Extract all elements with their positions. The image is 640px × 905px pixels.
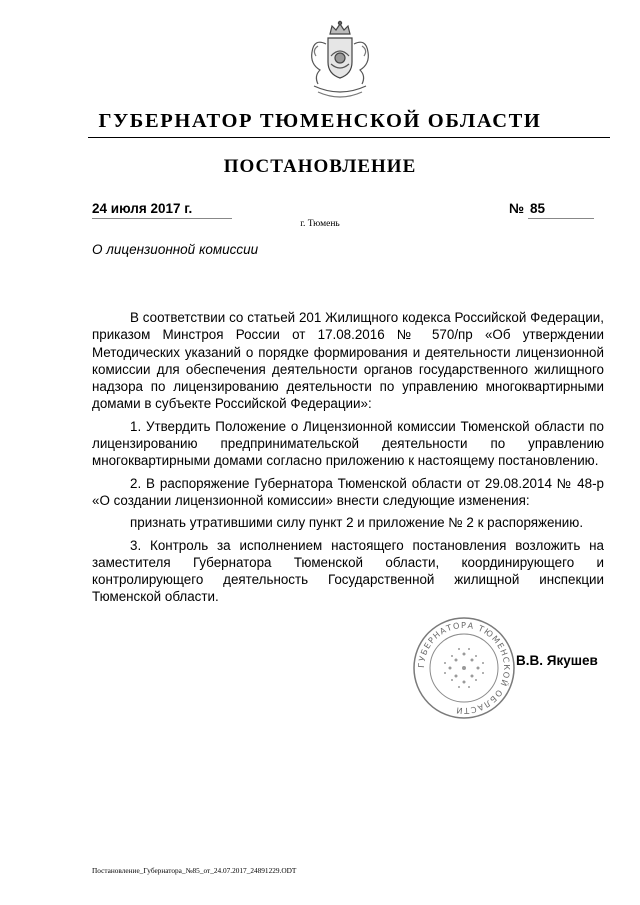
document-date: 24 июля 2017 г. <box>92 201 193 216</box>
document-city: г. Тюмень <box>300 219 340 229</box>
paragraph-preamble: В соответствии со статьей 201 Жилищного кодекса Российской Федерации, приказом Минстроя России от 17.08.2016 № 570/пр «Об утверждении Методических указаний о порядке формирования и деятельности лицензионной комиссии для обеспечения деятельности органов государственного жилищного надзора по лицензированию деятельности по управлению многоквартирными домами в субъекте Российской Федерации»: <box>92 310 604 412</box>
signatory-name: В.В. Якушев <box>516 653 598 668</box>
paragraph-item-1: 1. Утвердить Положение о Лицензионной комиссии Тюменской области по лицензированию предпринимательской деятельности по управлению многоквартирными домами согласно приложению к настоящему постановлению. <box>92 418 604 469</box>
paragraph-item-2-change: признать утратившими силу пункт 2 и приложение № 2 к распоряжению. <box>130 515 584 531</box>
coat-of-arms-icon <box>300 20 380 104</box>
paragraph-item-3: 3. Контроль за исполнением настоящего постановления возложить на заместителя Губернатора Тюменской области, координирующего и контролирующего деятельность Государственной жилищной инспекции Тюменской области. <box>92 537 604 605</box>
paragraph-item-2: 2. В распоряжение Губернатора Тюменской области от 29.08.2014 № 48-р «О создании лицензионной комиссии» внести следующие изменения: <box>92 475 604 508</box>
official-seal-icon <box>412 616 516 720</box>
title-divider <box>88 137 610 138</box>
document-number: 85 <box>530 201 546 216</box>
document-subject: О лицензионной комиссии <box>92 242 259 257</box>
number-prefix: № <box>509 201 525 216</box>
document-type: ПОСТАНОВЛЕНИЕ <box>223 156 417 177</box>
organization-title: ГУБЕРНАТОР ТЮМЕНСКОЙ ОБЛАСТИ <box>98 110 542 132</box>
seal-text: ГУБЕРНАТОРА ТЮМЕНСКОЙ ОБЛАСТИ <box>415 619 513 717</box>
document-body <box>92 309 604 611</box>
file-footer: Постановление_Губернатора_№85_от_24.07.2017_24891229.ODT <box>92 866 297 875</box>
